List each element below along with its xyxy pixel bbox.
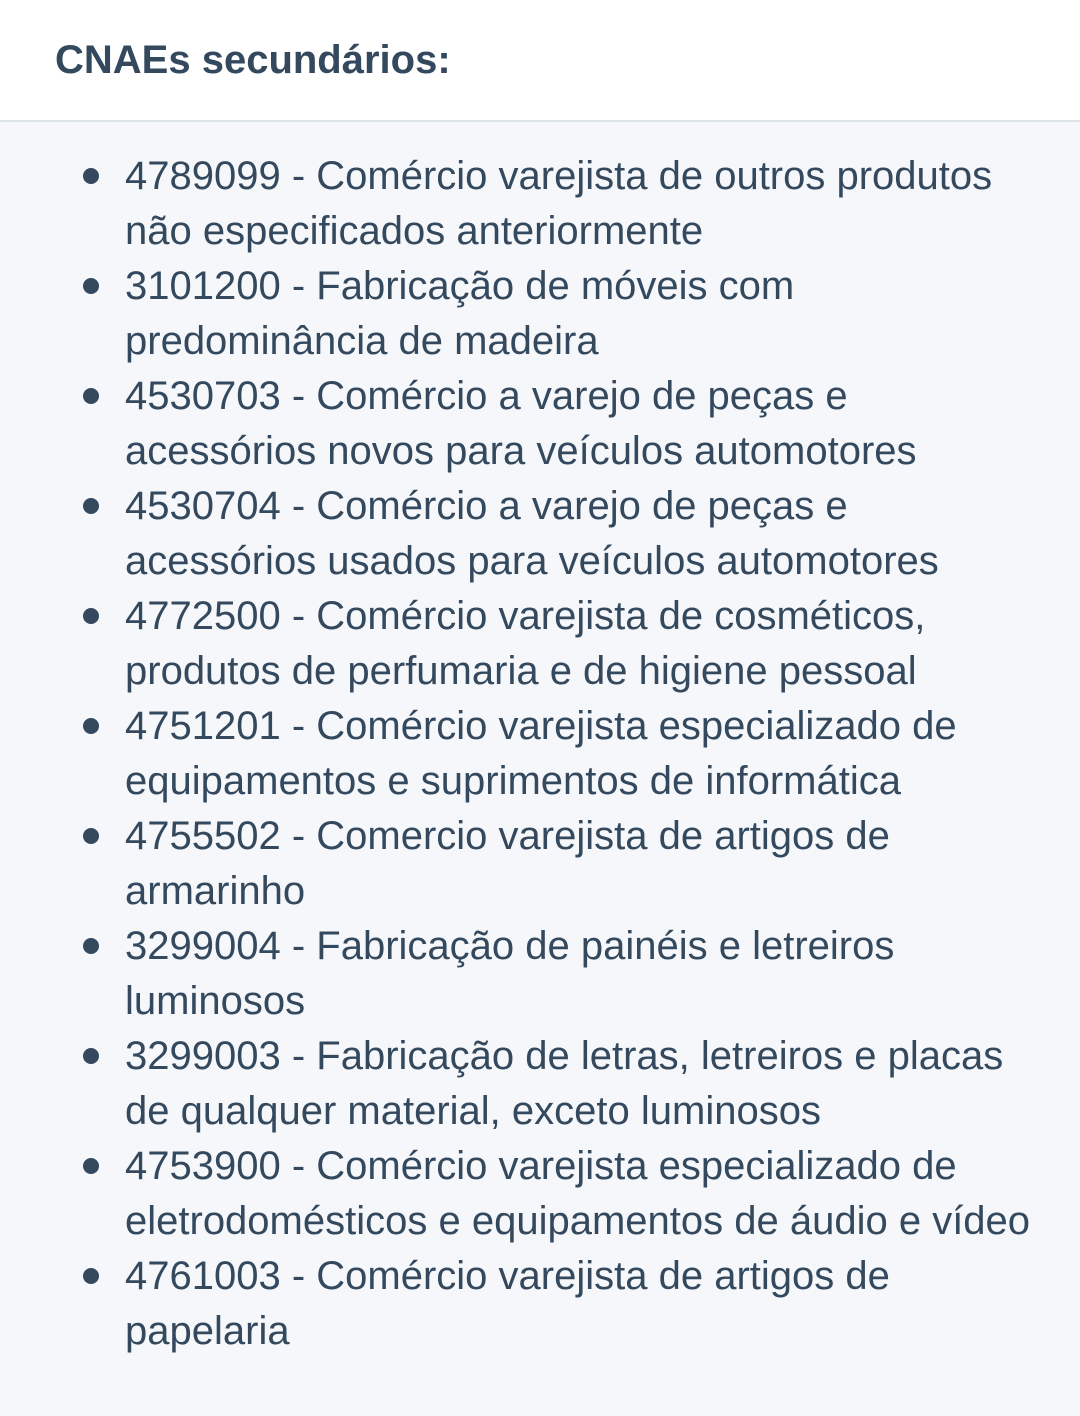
list-item: [0, 919, 1040, 1029]
list-item: [0, 1249, 1040, 1359]
list-item: [0, 149, 1040, 259]
list-item: [0, 589, 1040, 699]
bullet-icon: [83, 718, 99, 734]
list-item: [0, 1139, 1040, 1249]
list-item: [0, 259, 1040, 369]
list-item: [0, 809, 1040, 919]
list-item-text: 4772500 - Comércio varejista de cosméticos, produtos de perfumaria e de higiene pessoal: [125, 594, 926, 693]
list-item-text: 4761003 - Comércio varejista de artigos de papelaria: [125, 1254, 890, 1353]
list-item-text: 3101200 - Fabricação de móveis com predominância de madeira: [125, 264, 795, 363]
bullet-icon: [83, 608, 99, 624]
bullet-icon: [83, 498, 99, 514]
list-item: [0, 479, 1040, 589]
bullet-icon: [83, 168, 99, 184]
list-item-text: 4530704 - Comércio a varejo de peças e acessórios usados para veículos automotores: [125, 484, 939, 583]
bullet-icon: [83, 938, 99, 954]
list-item: [0, 369, 1040, 479]
bullet-icon: [83, 278, 99, 294]
list-item-text: 4789099 - Comércio varejista de outros produtos não especificados anteriormente: [125, 154, 993, 253]
list-item-text: 4751201 - Comércio varejista especializado de equipamentos e suprimentos de informática: [125, 704, 957, 803]
cnae-list: [0, 149, 1040, 1359]
bullet-icon: [83, 828, 99, 844]
list-item: [0, 699, 1040, 809]
bullet-icon: [83, 388, 99, 404]
bullet-icon: [83, 1158, 99, 1174]
bullet-icon: [83, 1048, 99, 1064]
section-header: [0, 0, 1080, 122]
bullet-icon: [83, 1268, 99, 1284]
list-item-text: 3299003 - Fabricação de letras, letreiros e placas de qualquer material, exceto luminosos: [125, 1034, 1004, 1133]
list-item-text: 4753900 - Comércio varejista especializado de eletrodomésticos e equipamentos de áudio e vídeo: [125, 1144, 1031, 1243]
cnae-content: [0, 122, 1080, 1359]
section-title: CNAEs secundários:: [55, 38, 451, 82]
list-item: [0, 1029, 1040, 1139]
list-item-text: 4530703 - Comércio a varejo de peças e acessórios novos para veículos automotores: [125, 374, 917, 473]
list-item-text: 4755502 - Comercio varejista de artigos de armarinho: [125, 814, 890, 913]
list-item-text: 3299004 - Fabricação de painéis e letreiros luminosos: [125, 924, 895, 1023]
